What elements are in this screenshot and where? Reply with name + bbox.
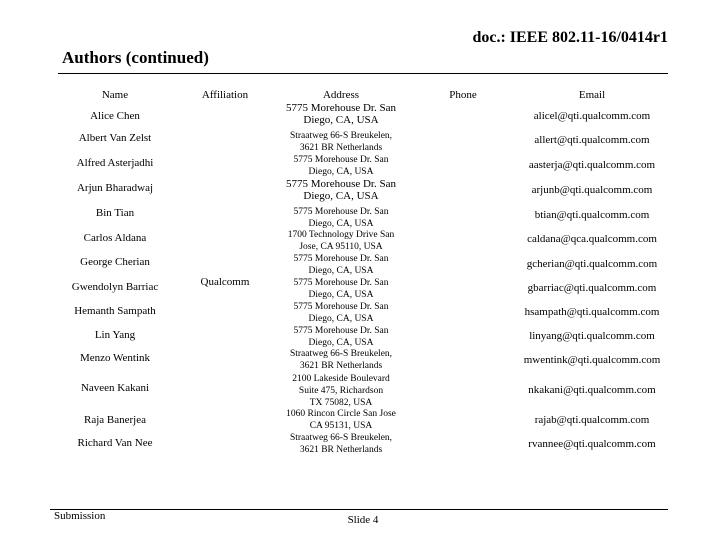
slide-number: Slide 4	[347, 514, 379, 526]
address-line: Straatweg 66-S Breukelen,	[289, 433, 393, 443]
author-email: gcherian@qti.qualcomm.com	[526, 258, 658, 270]
address-line: 5775 Morehouse Dr. San	[293, 302, 389, 312]
address-line: Jose, CA 95110, USA	[299, 242, 383, 252]
address-line: 3621 BR Netherlands	[299, 445, 383, 455]
address-line: 2100 Lakeside Boulevard	[292, 374, 390, 384]
author-email: gbarriac@qti.qualcomm.com	[527, 282, 657, 294]
address-line: Diego, CA, USA	[308, 338, 374, 348]
address-line: 1700 Technology Drive San	[287, 230, 395, 240]
address-line: Diego, CA, USA	[308, 290, 374, 300]
author-email: btian@qti.qualcomm.com	[534, 209, 650, 221]
address-line: 3621 BR Netherlands	[299, 361, 383, 371]
author-name: Albert Van Zelst	[78, 132, 152, 144]
author-email: mwentink@qti.qualcomm.com	[523, 354, 661, 366]
header-divider	[58, 73, 668, 74]
address-line: 5775 Morehouse Dr. San	[293, 326, 389, 336]
author-address	[278, 277, 404, 301]
address-line: Straatweg 66-S Breukelen,	[289, 349, 393, 359]
column-header-address: Address	[322, 89, 360, 101]
address-line: 5775 Morehouse Dr. San	[293, 207, 389, 217]
column-header-affiliation: Affiliation	[201, 89, 249, 101]
author-name: Gwendolyn Barriac	[71, 281, 159, 293]
address-line: 5775 Morehouse Dr. San	[293, 254, 389, 264]
column-header-phone: Phone	[449, 89, 477, 101]
address-line: 5775 Morehouse Dr. San	[286, 178, 396, 190]
footer-submission: Submission	[54, 510, 106, 522]
author-address	[278, 130, 404, 154]
author-email: arjunb@qti.qualcomm.com	[531, 184, 653, 196]
footer-divider	[50, 509, 668, 510]
author-address	[278, 348, 404, 372]
address-line: 1060 Rincon Circle San Jose	[286, 409, 396, 419]
address-line: TX 75082, USA	[309, 398, 373, 408]
author-name: George Cherian	[80, 256, 150, 268]
address-line: 5775 Morehouse Dr. San	[286, 102, 396, 114]
author-address	[278, 408, 404, 432]
author-name: Hemanth Sampath	[74, 305, 156, 317]
author-address	[278, 432, 404, 456]
affiliation-cell: Qualcomm	[200, 276, 250, 288]
address-line: Diego, CA, USA	[303, 190, 379, 202]
author-address	[278, 154, 404, 178]
author-email: aasterja@qti.qualcomm.com	[528, 159, 656, 171]
slide-title: Authors (continued)	[62, 48, 209, 67]
author-name: Naveen Kakani	[80, 382, 150, 394]
author-email: rajab@qti.qualcomm.com	[534, 414, 650, 426]
author-email: caldana@qca.qualcomm.com	[527, 233, 657, 245]
author-name: Lin Yang	[94, 329, 136, 341]
address-line: Suite 475, Richardson	[298, 386, 384, 396]
author-address	[278, 229, 404, 253]
address-line: 5775 Morehouse Dr. San	[293, 155, 389, 165]
author-email: rvannee@qti.qualcomm.com	[528, 438, 656, 450]
author-name: Richard Van Nee	[77, 437, 153, 449]
column-header-name: Name	[101, 89, 129, 101]
address-line: Diego, CA, USA	[303, 114, 379, 126]
address-line: 5775 Morehouse Dr. San	[293, 278, 389, 288]
author-name: Arjun Bharadwaj	[76, 182, 154, 194]
author-email: allert@qti.qualcomm.com	[534, 134, 650, 146]
address-line: CA 95131, USA	[309, 421, 373, 431]
address-line: Diego, CA, USA	[308, 167, 374, 177]
author-email: nkakani@qti.qualcomm.com	[528, 384, 656, 396]
author-address	[278, 301, 404, 325]
author-email: alicel@qti.qualcomm.com	[533, 110, 651, 122]
author-name: Alice Chen	[90, 110, 140, 122]
author-name: Raja Banerjea	[84, 414, 146, 426]
author-name: Carlos Aldana	[83, 232, 147, 244]
address-line: Diego, CA, USA	[308, 219, 374, 229]
author-address	[278, 325, 404, 349]
author-address	[278, 102, 404, 126]
author-name: Alfred Asterjadhi	[76, 157, 154, 169]
author-address	[278, 206, 404, 230]
address-line: Straatweg 66-S Breukelen,	[289, 131, 393, 141]
column-header-email: Email	[578, 89, 606, 101]
author-address	[278, 178, 404, 202]
author-address	[278, 253, 404, 277]
author-name: Bin Tian	[95, 207, 135, 219]
address-line: 3621 BR Netherlands	[299, 143, 383, 153]
address-line: Diego, CA, USA	[308, 266, 374, 276]
author-email: hsampath@qti.qualcomm.com	[524, 306, 660, 318]
author-address	[278, 373, 404, 409]
address-line: Diego, CA, USA	[308, 314, 374, 324]
author-name: Menzo Wentink	[79, 352, 151, 364]
author-email: linyang@qti.qualcomm.com	[529, 330, 655, 342]
document-id: doc.: IEEE 802.11-16/0414r1	[472, 29, 668, 46]
